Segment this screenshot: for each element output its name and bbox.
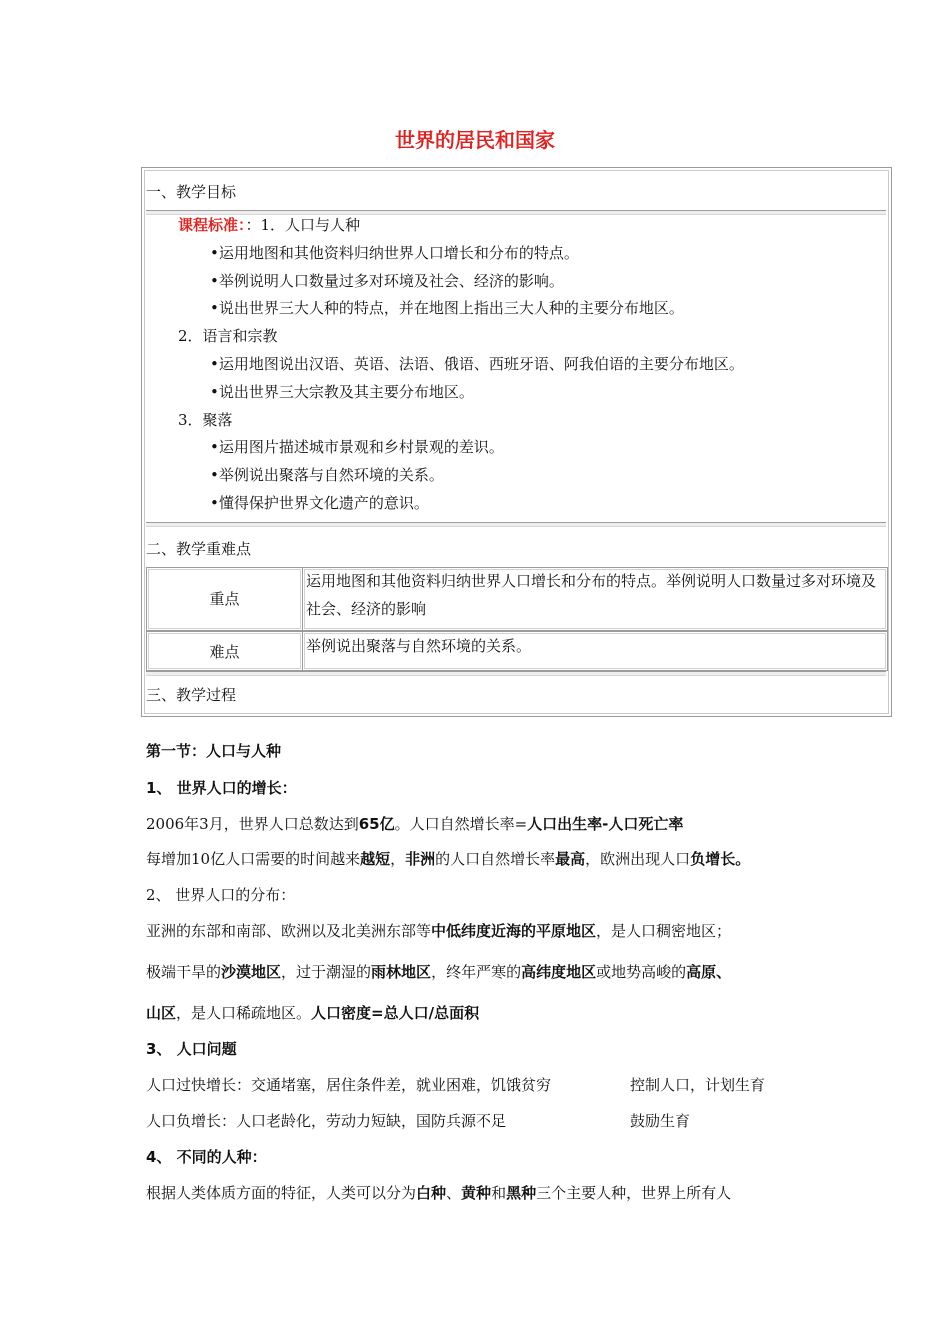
paragraph (146, 922, 731, 940)
divider (146, 522, 886, 527)
objective-subheading: 3．聚落 (178, 411, 233, 429)
text-run: 高原、 (686, 963, 732, 981)
objective-item: •运用地图和其他资料归纳世界人口增长和分布的特点。 (210, 244, 579, 262)
keypoint-label: 重点 (209, 590, 240, 608)
text-run: 人口密度=总人口/总面积 (311, 1004, 480, 1022)
difficulty-label-cell (146, 631, 303, 671)
text-run: 越短 (360, 850, 391, 868)
text-run: ，是人口稀疏地区。 (176, 1004, 312, 1022)
keypoint-label-cell (146, 567, 303, 631)
objective-item: •举例说出聚落与自然环境的关系。 (210, 466, 444, 484)
paragraph (146, 1184, 731, 1202)
text-run: 非洲 (405, 850, 436, 868)
keypoint-text-cell (302, 567, 888, 631)
text-run: 根据人类体质方面的特征，人类可以分为 (146, 1184, 417, 1202)
text-run: 负增长。 (690, 850, 751, 868)
text-run: 亚洲的东部和南部、欧洲以及北美洲东部等 (146, 922, 432, 940)
text-run: ，过于潮湿的 (281, 963, 372, 981)
objectives-heading: 一、教学目标 (146, 183, 237, 201)
paragraph (146, 815, 683, 833)
text-run: 最高 (555, 850, 586, 868)
text-run: 白种 (416, 1184, 447, 1202)
text-run: 、 (446, 1184, 462, 1202)
page-title: 世界的居民和国家 (395, 128, 555, 152)
divider (146, 210, 886, 215)
text-run: ，是人口稠密地区； (596, 922, 732, 940)
text-run: ，终年严寒的 (431, 963, 522, 981)
text-run: 黄种 (461, 1184, 492, 1202)
paragraph (146, 850, 750, 868)
heading-population-growth: 1、 世界人口的增长： (146, 779, 297, 797)
text-run: 高纬度地区 (521, 963, 597, 981)
text-run: ，欧洲出现人口 (585, 850, 691, 868)
text-run: 三个主要人种，世界上所有人 (536, 1184, 732, 1202)
heading-population-distribution: 2、 世界人口的分布： (146, 886, 296, 904)
text-run: 人口出生率-人口死亡率 (527, 815, 684, 833)
text-run: 沙漠地区 (221, 963, 282, 981)
heading-population-problems: 3、 人口问题 (146, 1040, 237, 1058)
problem-right: 控制人口，计划生育 (630, 1076, 766, 1094)
objective-item: •说出世界三大人种的特点，并在地图上指出三大人种的主要分布地区。 (210, 299, 684, 317)
text-run: 的人口自然增长率 (435, 850, 556, 868)
objective-item: •举例说明人口数量过多对环境及社会、经济的影响。 (210, 272, 564, 290)
keypoints-heading: 二、教学重难点 (146, 540, 252, 558)
objective-item: •运用地图说出汉语、英语、法语、俄语、西班牙语、阿我伯语的主要分布地区。 (210, 355, 744, 373)
difficulty-text: 举例说出聚落与自然环境的关系。 (306, 637, 532, 655)
process-heading: 三、教学过程 (146, 686, 237, 704)
problem-left: 人口过快增长：交通堵塞，居住条件差，就业困难，饥饿贫穷 (146, 1076, 552, 1094)
standard-first: ：1．人口与人种 (245, 216, 361, 234)
section-title: 第一节：人口与人种 (146, 742, 282, 760)
text-run: 山区 (146, 1004, 177, 1022)
objective-item: •说出世界三大宗教及其主要分布地区。 (210, 383, 474, 401)
objective-subheading: 2．语言和宗教 (178, 327, 278, 345)
text-run: 2006年3月，世界人口总数达到 (146, 815, 359, 833)
standard-line (178, 216, 360, 234)
objective-item: •运用图片描述城市景观和乡村景观的差识。 (210, 438, 504, 456)
text-run: ， (390, 850, 406, 868)
difficulty-text-cell (302, 631, 888, 671)
heading-races: 4、 不同的人种： (146, 1148, 267, 1166)
objective-item: •懂得保护世界文化遗产的意识。 (210, 494, 429, 512)
text-run: 每增加10亿人口需要的时间越来 (146, 850, 361, 868)
difficulty-label: 难点 (209, 643, 240, 661)
text-run: 黑种 (506, 1184, 537, 1202)
problem-left: 人口负增长：人口老龄化，劳动力短缺，国防兵源不足 (146, 1112, 507, 1130)
text-run: 极端干旱的 (146, 963, 222, 981)
text-run: 或地势高峻的 (596, 963, 687, 981)
problem-right: 鼓励生育 (630, 1112, 691, 1130)
text-run: 雨林地区 (371, 963, 432, 981)
paragraph (146, 1004, 479, 1022)
text-run: 和 (491, 1184, 507, 1202)
text-run: 中低纬度近海的平原地区 (431, 922, 597, 940)
text-run: 65亿 (358, 815, 395, 833)
keypoint-text: 运用地图和其他资料归纳世界人口增长和分布的特点。举例说明人口数量过多对环境及社会、经济的影响 (306, 572, 877, 618)
paragraph (146, 963, 731, 981)
standard-label: 课程标准： (178, 216, 246, 234)
text-run: 。人口自然增长率= (394, 815, 528, 833)
divider (146, 671, 886, 676)
